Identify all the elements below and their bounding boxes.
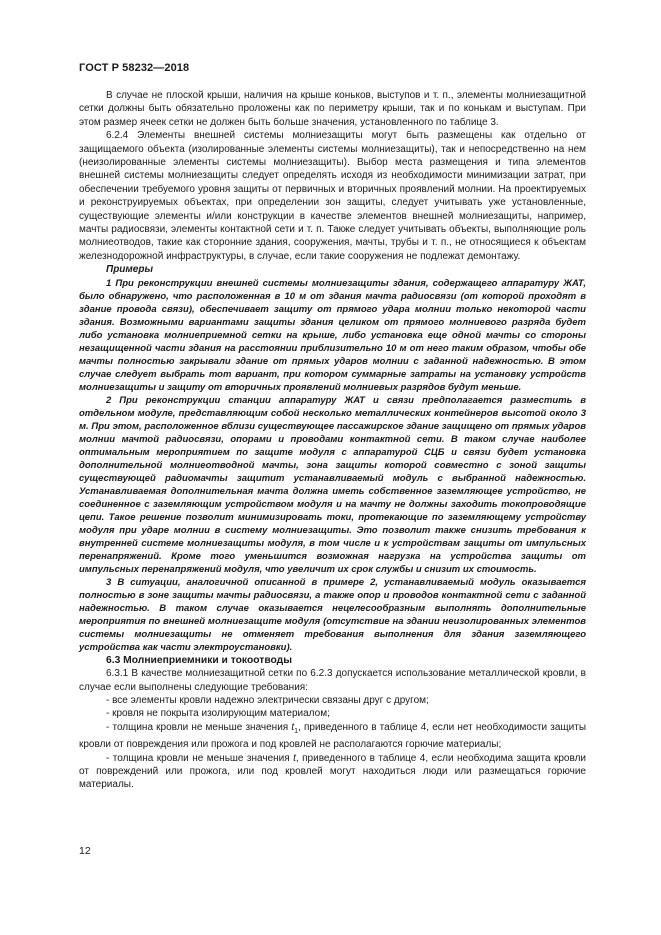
- list-item-text: , приведенного в таблице 4, если нет необходимости защиты кровли от повреждения или прожога и под кровлей не располагаются горючие материалы;: [79, 721, 587, 751]
- list-item-thickness-t: [79, 752, 586, 792]
- paragraph-6-3-1: 6.3.1 В качестве молниезащитной сетки по 6.2.3 допускается использование металлической кровли, в случае если выполнены следующие требования:: [79, 668, 586, 693]
- example-2: 2 При реконструкции станции аппаратуру ЖАТ и связи предполагается разместить в отдельном модуле, представляющим собой несколько металлических контейнеров высотой около 3 м. При этом, расположенное вблизи существующее пассажирское здание защищено от прямых ударов молнии мачтой радиосвязи, опорами и проводами контактной сети. В таком случае наиболее оптимальным мероприятием по защите модуля с аппаратурой СЦБ и связи будет установка дополнительной молниеотводной мачты, зона защиты которой совместно с зоной защиты существующей радиомачты защитит устанавливаемый модуль с выбранной надежностью. Устанавливаемая дополнительная мачта должна иметь собственное заземляющее устройство, не соединенное с заземляющим устройством модуля и на мачту не должны заходить токопроводящие цепи. Такое решение позволит минимизировать токи, протекающие по заземляющему устройству модуля при ударе молнии в систему молниезащиты. Это позволит также снизить требования к внутренней системе молниезащиты модуля, в том числе и к устройствам защиты от импульсных перенапряжений. Кроме того уменьшится возможная нагрузка на устройства защиты от импульсных перенапряжений модуля, что увеличит их срок службы и снизит их стоимость.: [79, 394, 586, 575]
- list-item-not-insulated: - кровля не покрыта изолирующим материалом;: [106, 708, 330, 720]
- list-item-bonded: - все элементы кровли надежно электрически связаны друг с другом;: [106, 694, 429, 706]
- list-item-text: - толщина кровли не меньше значения: [106, 752, 294, 764]
- page-number: 12: [79, 845, 91, 857]
- list-item-text: - толщина кровли не меньше значения: [106, 721, 292, 733]
- list-item-text: , приведенного в таблице 4, если необходима защита кровли от повреждений или прожога, или под кровлей могут находиться люди или размещаться горючие материалы.: [79, 752, 586, 791]
- list-item-thickness-t1: [79, 721, 586, 752]
- variable-t: t: [293, 752, 296, 764]
- paragraph-6-2-4: 6.2.4 Элементы внешней системы молниезащиты могут быть размещены как отдельно от защищаемого объекта (изолированные элементы системы молниезащиты), так и непосредственно на нем (неизолированные элементы системы молниезащиты). Выбор места размещения и типа элементов внешней системы молниезащиты следует определять исходя из необходимости минимизации затрат, при обеспечении требуемого уровня защиты от первичных и вторичных проявлений молнии. На проектируемых и реконструируемых объектах, при определении зон защиты, следует учитывать уже установленные, существующие элементы и/или конструкции в качестве элементов внешней молниезащиты, например, мачты радиосвязи, элементы контактной сети и т. п. Также следует учитывать объекты, выполняющие роль молниеотводов, такие как сторонние здания, сооружения, мачты, трубы и т. п., не относящиеся к объектам железнодорожной инфраструктуры, в случае, если такие сооружения не подлежат демонтажу.: [79, 130, 586, 262]
- standard-header: ГОСТ Р 58232—2018: [79, 62, 190, 74]
- variable-t: t: [291, 721, 295, 733]
- paragraph-roof-mesh: В случае не плоской крыши, наличия на крыше коньков, выступов и т. п., элементы молниезащитной сетки должны быть обязательно проложены как по периметру крыши, так и по конькам и выступам. При этом размер ячеек сетки не должен быть больше значения, установленного по таблице 3.: [79, 90, 586, 128]
- section-title-6-3: 6.3 Молниеприемники и токоотводы: [106, 654, 292, 666]
- page-body: [79, 89, 586, 792]
- subscript-1: 1: [294, 727, 299, 735]
- example-1: 1 При реконструкции внешней системы молниезащиты здания, содержащего аппаратуру ЖАТ, было обнаружено, что расположенная в 10 м от здания мачта радиосвязи (от которой проходят в здание провода связи), обеспечивает защиту от прямого удара молнии только некоторой части здания. Возможными вариантами защиты здания целиком от прямого молниевого разряда будет либо установка молниеприемной сетки на крыше, либо установка еще одной мачты со стороны незащищенной части здания на расстоянии приблизительно 10 м от него таким образом, чтобы обе мачты полностью закрывали здание от прямых ударов молнии с заданной надежностью. В этом случае следует выбрать тот вариант, при котором суммарные затраты на установку устройств молниезащиты и защиту от вторичных проявлений молниевых разрядов будут меньше.: [79, 277, 586, 393]
- example-3: 3 В ситуации, аналогичной описанной в примере 2, устанавливаемый модуль оказывается полностью в зоне защиты мачты радиосвязи, а также опор и проводов контактной сети с заданной надежностью. В таком случае оказывается нецелесообразным выполнять дополнительные мероприятия по внешней молниезащите модуля (отсутствие на здании неизолированных элементов системы молниезащиты не отменяет требования выполнения для здания заземляющего устройства как части электроустановки).: [79, 576, 586, 653]
- examples-title: Примеры: [106, 264, 154, 276]
